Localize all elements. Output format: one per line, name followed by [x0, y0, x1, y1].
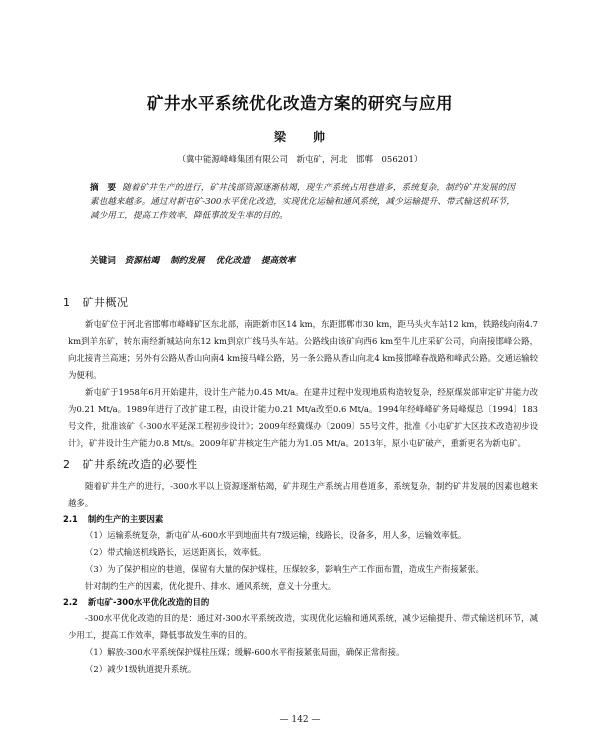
- abstract-label: 摘 要: [90, 183, 117, 193]
- paper-title: 矿井水平系统优化改造方案的研究与应用: [147, 94, 453, 113]
- paragraph: -300水平优化改造的目的是：通过对-300水平系统改造，实现优化运输和通风系统，减少运输提升、带式输送机环节，减少用工，提高工作效率，降低事故发生率的目的。: [68, 613, 538, 640]
- list-item: （2）带式输送机线路长，运送距离长，效率低。: [85, 547, 267, 557]
- keyword: 提高效率: [260, 256, 296, 266]
- paragraph: 针对制约生产的因素，优化提升、排水、通风系统，意义十分重大。: [85, 581, 337, 591]
- subsection-number: 2.1: [63, 514, 78, 524]
- subsection-title: 新屯矿-300水平优化改造的目的: [87, 597, 210, 607]
- paragraph: 随着矿井生产的进行，-300水平以上资源逐渐枯竭，矿井现生产系统占用巷道多，系统复杂，制约矿井发展的因素也越来越多。: [68, 481, 538, 508]
- section-heading: [63, 456, 538, 474]
- subsection-number: 2.2: [63, 597, 78, 607]
- list-item: （3）为了保护相应的巷道，保留有大量的保护煤柱，压煤较多，影响生产工作面布置，造成生产衔接紧张。: [85, 564, 484, 574]
- keyword: 资源枯竭: [124, 256, 160, 266]
- abstract: [90, 181, 515, 223]
- body-content: [63, 294, 538, 678]
- subsection-heading: [63, 595, 538, 610]
- author-affiliation: （冀中能源峰峰集团有限公司 新屯矿，河北 邯郸 056201）: [177, 155, 423, 165]
- list-item: （1）解放-300水平系统保护煤柱压煤；缓解-600水平衔接紧张局面，确保正常衔接。: [85, 647, 405, 657]
- section-heading: [63, 294, 538, 312]
- author-name: 梁 帅: [273, 130, 326, 144]
- section-number: 1: [63, 296, 71, 309]
- section-title: 矿井系统改造的必要性: [82, 458, 198, 471]
- keywords: [90, 254, 515, 268]
- paragraph: 新屯矿于1958年6月开始建井，设计生产能力0.45 Mt/a。在建井过程中发现地质构造较复杂，经原煤炭部审定矿井能力改为0.21 Mt/a。1989年进行了改扩建工程，由设计能力0.21 Mt/a改至0.6 Mt/a。1994年经峰峰矿务局峰煤总〔1994〕183号文件，批准该矿《-300水平延深工程初步设计》；2009年经冀煤办〔2009〕55号文件，批准《小屯矿扩大区技术改造初步设计》，矿井设计生产能力0.8 Mt/s。2009年矿井核定生产能力为1.05 Mt/a。2013年，原小屯矿破产，重新更名为新屯矿。: [68, 387, 538, 448]
- subsection-title: 制约生产的主要因素: [87, 514, 164, 524]
- abstract-text: 随着矿井生产的进行，矿井浅部资源逐渐枯竭，现生产系统占用巷道多，系统复杂，制约矿井发展的因素也越来越多。通过对新屯矿-300水平优化改造，实现优化运输和通风系统，减少运输提升、带式输送机环节，减少用工，提高工作效率，降低事故发生率的目的。: [90, 183, 515, 221]
- list-item: （2）减少1级轨道提升系统。: [85, 664, 197, 674]
- keyword: 制约发展: [170, 256, 205, 266]
- section-number: 2: [63, 458, 71, 471]
- subsection-heading: [63, 512, 538, 527]
- list-item: （1）运输系统复杂，新屯矿从-600水平到地面共有7级运输，线路长，设备多，用人多，运输效率低。: [85, 530, 467, 540]
- section-title: 矿井概况: [82, 296, 129, 309]
- keyword: 优化改造: [215, 256, 250, 266]
- keywords-label: 关键词: [90, 256, 116, 266]
- page-number: — 142 —: [279, 715, 321, 725]
- paragraph: 新屯矿位于河北省邯郸市峰峰矿区东北部，南距新市区14 km，东距邯郸市30 km，距马头火车站12 km，铁路线向南4.7 km到羊东矿，转东南经新城站向东12 km到京广线马头车站。公路线由该矿向西6 km至牛儿庄采矿公司，向南接邯峰公路，向北接青兰高速；另外有公路从香山向南4 km接马峰公路，另一条公路从香山向北4 km接邯峰春战路和峰武公路。交通运输较为便利。: [68, 319, 538, 380]
